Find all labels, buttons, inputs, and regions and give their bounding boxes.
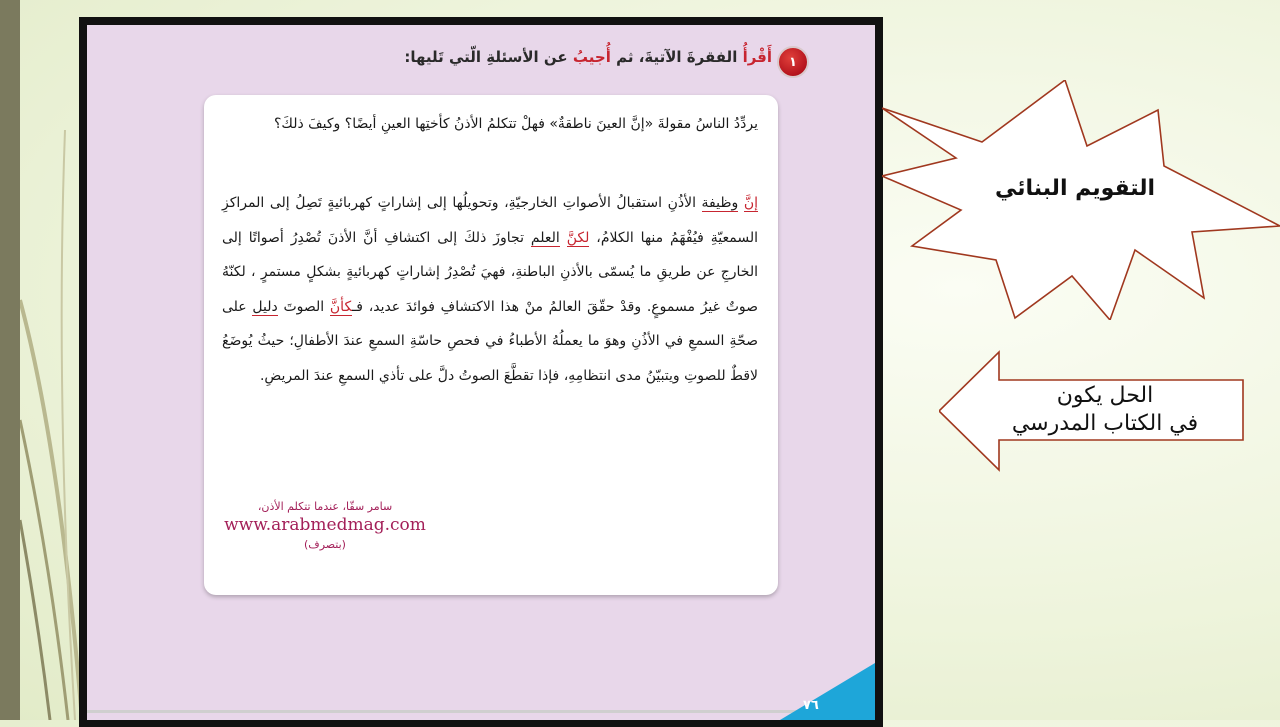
arrow-label-line1: الحل يكون (1056, 383, 1154, 408)
read-verb: أَقْرأُ (742, 48, 772, 66)
paragraph-text: تجاوزَ ذلكَ إلى اكتشافِ أنَّ الأذنَ تُصْدِرُ أصواتًا إلى الخارجِ عن طريقِ ما يُسمّى بالأذنِ الباطنةِ، فهيَ تُصْدِرُ إشاراتٍ كهربائيةٍ بشكلٍ مستمرٍ ، لكنّهُ صوتٌ غيرُ مسموعٍ. وقدْ حقّقَ العالمُ منْ هذا الاكتشافِ فوائدَ عديد، فـ (222, 229, 758, 315)
highlight-wadhifa: وظيفة (701, 195, 739, 211)
paragraph-text: على صحّةِ السمعِ في الأذُنِ وهوَ ما يعملُهُ الأطباءُ في فحصِ حاسّةِ السمعِ عندَ الأطفالِ؛ حيثُ يُوضَعُ لاقطٌ للصوتِ ويتبيّنُ مدى انتظامِهِ، فإذا تقطَّعَ الصوتُ دلَّ على تأذي السمعِ عندَ المريضِ. (222, 298, 758, 384)
instruction-middle: الفقرةَ الآتيةَ، ثم (610, 48, 743, 66)
source-note: (بتصرف) (304, 538, 346, 551)
highlight-ilm: العلم (530, 229, 560, 246)
page-corner-triangle (780, 663, 875, 720)
paragraph-text (560, 230, 567, 246)
paragraph-text: الصوتَ (277, 298, 330, 315)
highlight-lakinna: لكنَّ (566, 229, 590, 246)
paragraph-text (738, 195, 744, 211)
passage-paragraph (222, 186, 758, 393)
arrow-label (1000, 382, 1210, 438)
passage-source (220, 500, 430, 551)
paragraph-text: الأذُنِ استقبالُ الأصواتِ الخارجيّةِ، وتحويلُها إلى إشاراتٍ كهربائيةٍ تَصِلُ إلى المراكزِ السمعيّةِ فيُفْهَمُ منها الكلامُ، (222, 195, 758, 246)
highlight-inna: إنَّ (743, 195, 758, 211)
question-number-badge: ١ (777, 46, 809, 78)
highlight-dalil: دليل (252, 298, 278, 315)
passage-question: يردِّدُ الناسُ مقولةَ «إنَّ العينَ ناطقةٌ» فهلْ تتكلمُ الأذنُ كأختِها العينِ أيضًا؟ وكيفَ ذلكَ؟ (273, 116, 758, 132)
page-number: ٧٦ (803, 698, 819, 713)
starburst-label: التقويم البنائي (994, 176, 1156, 201)
left-color-strip (0, 0, 20, 720)
question-instruction (404, 48, 772, 66)
source-url: www.arabmedmag.com (224, 515, 426, 535)
answer-verb: أُجيبُ (572, 48, 611, 66)
highlight-kaanna: كأنَّ (329, 298, 353, 315)
source-author: سامر سقّا، عندما تتكلم الأذن، (257, 500, 393, 513)
instruction-end: عن الأسئلةِ الّتي تَليها: (404, 48, 573, 66)
page-bottom-border (87, 710, 875, 713)
arrow-label-line2: في الكتاب المدرسي (1011, 411, 1199, 436)
